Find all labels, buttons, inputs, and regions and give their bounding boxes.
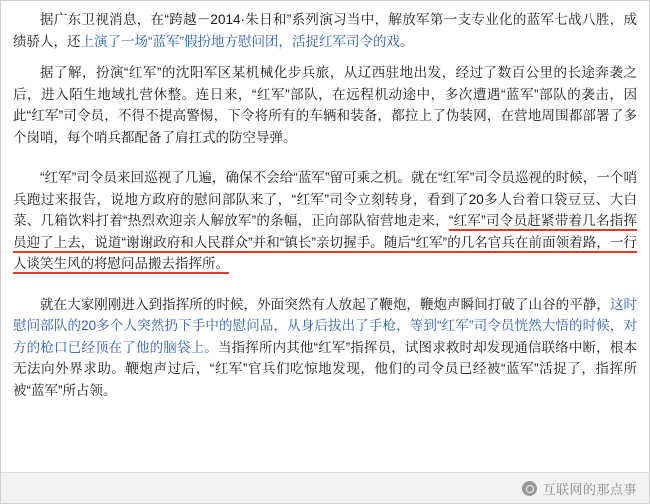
footer-bar (1, 472, 649, 503)
text-segment: “红军”司令员来回巡视了几遍，确保不会给“蓝军”留可乘之机。就在“红军”司令员巡视的时候，一个哨兵跑过来报告，说地方政府的慰问部队来了，“红军”司令立刻转身，看到了20多人台着 (13, 170, 637, 207)
paragraph-4 (13, 294, 637, 402)
text-segment-underlined: “红军”司令员赶紧带着几名指挥员迎了上去，说道“谢谢政府和人民群众”并和“镇长”亲切握手。随后“红军”的几名官兵在前面领着路，一行人谈笑生风的将慰问品搬去指挥所。 (13, 213, 637, 274)
circle-logo-icon (522, 481, 537, 496)
paragraph-3 (13, 167, 637, 275)
text-segment: 据广东卫视消息，在“跨越－2014·朱日和”系列演习当中，解放军第一支专业化的蓝军七战八胜，成绩骄人，还 (13, 12, 637, 49)
text-segment-highlight: 上演了一场“蓝军”假扮地方慰问团，活捉红军司令的戏 (80, 33, 400, 49)
text-segment: 口袋豆豆、大白菜、几箱饮料打着“热烈欢迎亲人解放军”的条幅，正向部队宿营地走来， (13, 191, 638, 228)
watermark (522, 479, 637, 498)
watermark-label: 互联网的那点事 (542, 482, 637, 497)
text-segment: 就在大家刚刚进入到指挥所的时候，外面突然有人放起了鞭炮，鞭炮声瞬间打破了山谷的平静， (40, 296, 610, 312)
paragraph-2 (13, 62, 637, 148)
paragraph-spacer (13, 158, 637, 167)
text-segment-highlight: 等到“红军”司令员恍然大悟的时候，对方的枪口已经顶在了他的脑袋上。 (13, 318, 637, 355)
text-segment: 。 (400, 33, 414, 49)
article-body (1, 1, 649, 411)
text-segment: 当指挥所内其他“红军”指挥员，试图求救时却发现通信联络中断，根本无法向外界求助。鞭炮声过后，“红军”官兵们吃惊地发现，他们的司令员已经被“蓝军”活捉了，指挥所被“蓝军”所占领。 (13, 339, 637, 398)
text-segment-highlight: 这时慰问部队的20多个人突然扔下手中的慰问品，从身后拔出了手枪， (13, 296, 638, 333)
paragraph-spacer (13, 285, 637, 294)
paragraph-1 (13, 9, 637, 52)
text-segment: 据了解，扮演“红军”的沈阳军区某机械化步兵旅，从辽西驻地出发，经过了数百公里的长途奔袭之后，进入陌生地域扎营休整。连日来，“红军”部队，在远程机动途中，多次遭遇“蓝军”部队的袭击，因此“红军”司令员，不得不提高警惕，下令将所有的车辆和装备，都拉上了伪装网，在营地周围都部署了多个岗哨，每个哨兵都配备了肩扛式的防空导弹。 (13, 65, 637, 145)
